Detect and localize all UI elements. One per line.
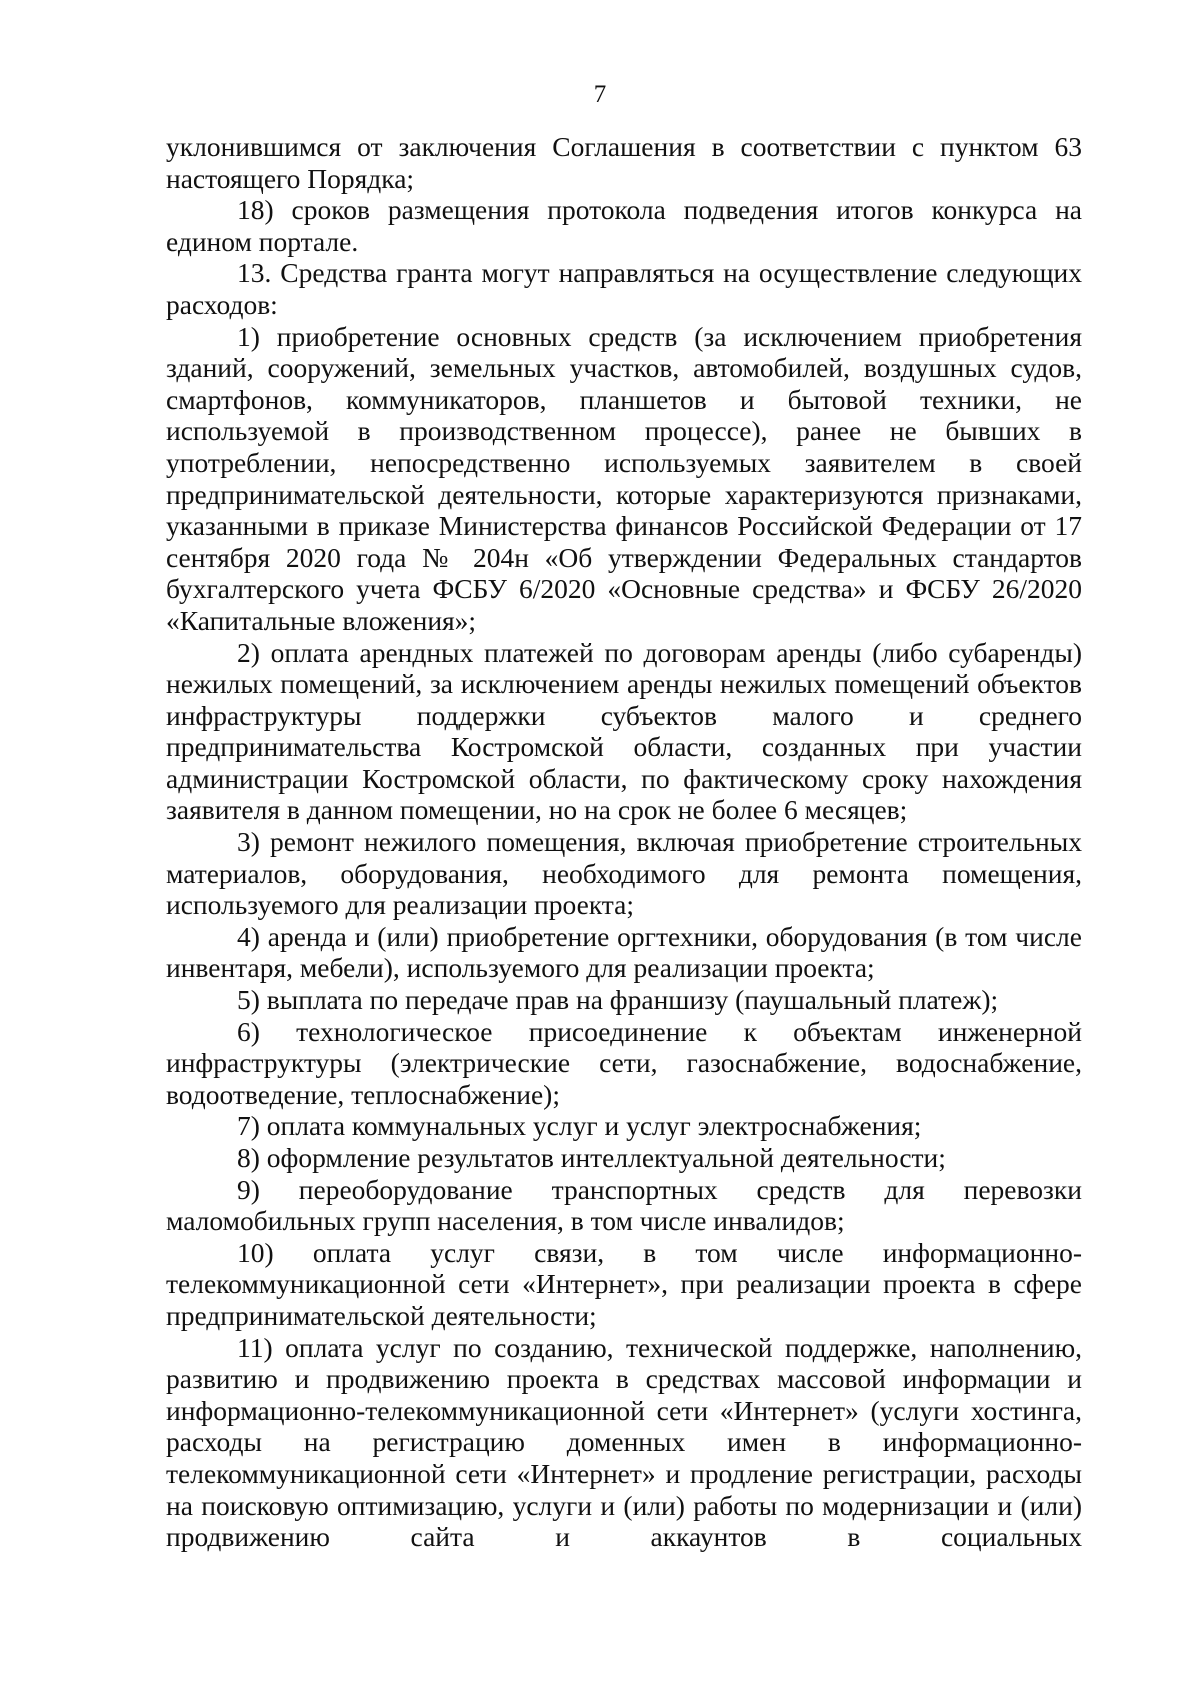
- paragraph-continuation: уклонившимся от заключения Соглашения в соответствии с пунктом 63 настоящего Порядка;: [166, 131, 1082, 194]
- paragraph-item-5: 5) выплата по передаче прав на франшизу (паушальный платеж);: [237, 984, 999, 1016]
- paragraph-item-7: 7) оплата коммунальных услуг и услуг электроснабжения;: [237, 1110, 922, 1142]
- paragraph-item-18: 18) сроков размещения протокола подведения итогов конкурса на едином портале.: [166, 194, 1082, 257]
- paragraph-item-11: 11) оплата услуг по созданию, технической поддержке, наполнению, развитию и продвижению проекта в средствах массовой информации и информационно-телекоммуникационной сети «Интернет» (услуги хостинга, расходы на регистрацию доменных имен в информационно-телекоммуникационной сети «Интернет» и продление регистрации, расходы на поисковую оптимизацию, услуги и (или) работы по модернизации и (или) продвижению сайта и аккаунтов в социальных: [166, 1331, 1082, 1553]
- paragraph-section-13: 13. Средства гранта могут направляться на осуществление следующих расходов:: [166, 257, 1082, 320]
- paragraph-item-6: 6) технологическое присоединение к объектам инженерной инфраструктуры (электрические сети, газоснабжение, водоснабжение, водоотведение, теплоснабжение);: [166, 1015, 1082, 1110]
- paragraph-item-10: 10) оплата услуг связи, в том числе информационно-телекоммуникационной сети «Интернет», при реализации проекта в сфере предпринимательской деятельности;: [166, 1236, 1082, 1331]
- paragraph-item-3: 3) ремонт нежилого помещения, включая приобретение строительных материалов, оборудования, необходимого для ремонта помещения, используемого для реализации проекта;: [166, 826, 1082, 921]
- document-body: [166, 131, 1082, 1553]
- paragraph-item-1: 1) приобретение основных средств (за исключением приобретения зданий, сооружений, земельных участков, автомобилей, воздушных судов, смартфонов, коммуникаторов, планшетов и бытовой техники, не используемой в производственном процессе), ранее не бывших в употреблении, непосредственно используемых заявителем в своей предпринимательской деятельности, которые характеризуются признаками, указанными в приказе Министерства финансов Российской Федерации от 17 сентября 2020 года № 204н «Об утверждении Федеральных стандартов бухгалтерского учета ФСБУ 6/2020 «Основные средства» и ФСБУ 26/2020 «Капитальные вложения»;: [166, 320, 1082, 636]
- page-number: 7: [593, 81, 607, 108]
- paragraph-item-9: 9) переоборудование транспортных средств для перевозки маломобильных групп населения, в том числе инвалидов;: [166, 1173, 1082, 1237]
- paragraph-item-2: 2) оплата арендных платежей по договорам аренды (либо субаренды) нежилых помещений, за исключением аренды нежилых помещений объектов инфраструктуры поддержки субъектов малого и среднего предпринимательства Костромской области, созданных при участии администрации Костромской области, по фактическому сроку нахождения заявителя в данном помещении, но на срок не более 6 месяцев;: [166, 636, 1082, 826]
- paragraph-item-4: 4) аренда и (или) приобретение оргтехники, оборудования (в том числе инвентаря, мебели), используемого для реализации проекта;: [166, 920, 1082, 984]
- paragraph-item-8: 8) оформление результатов интеллектуальной деятельности;: [237, 1142, 946, 1173]
